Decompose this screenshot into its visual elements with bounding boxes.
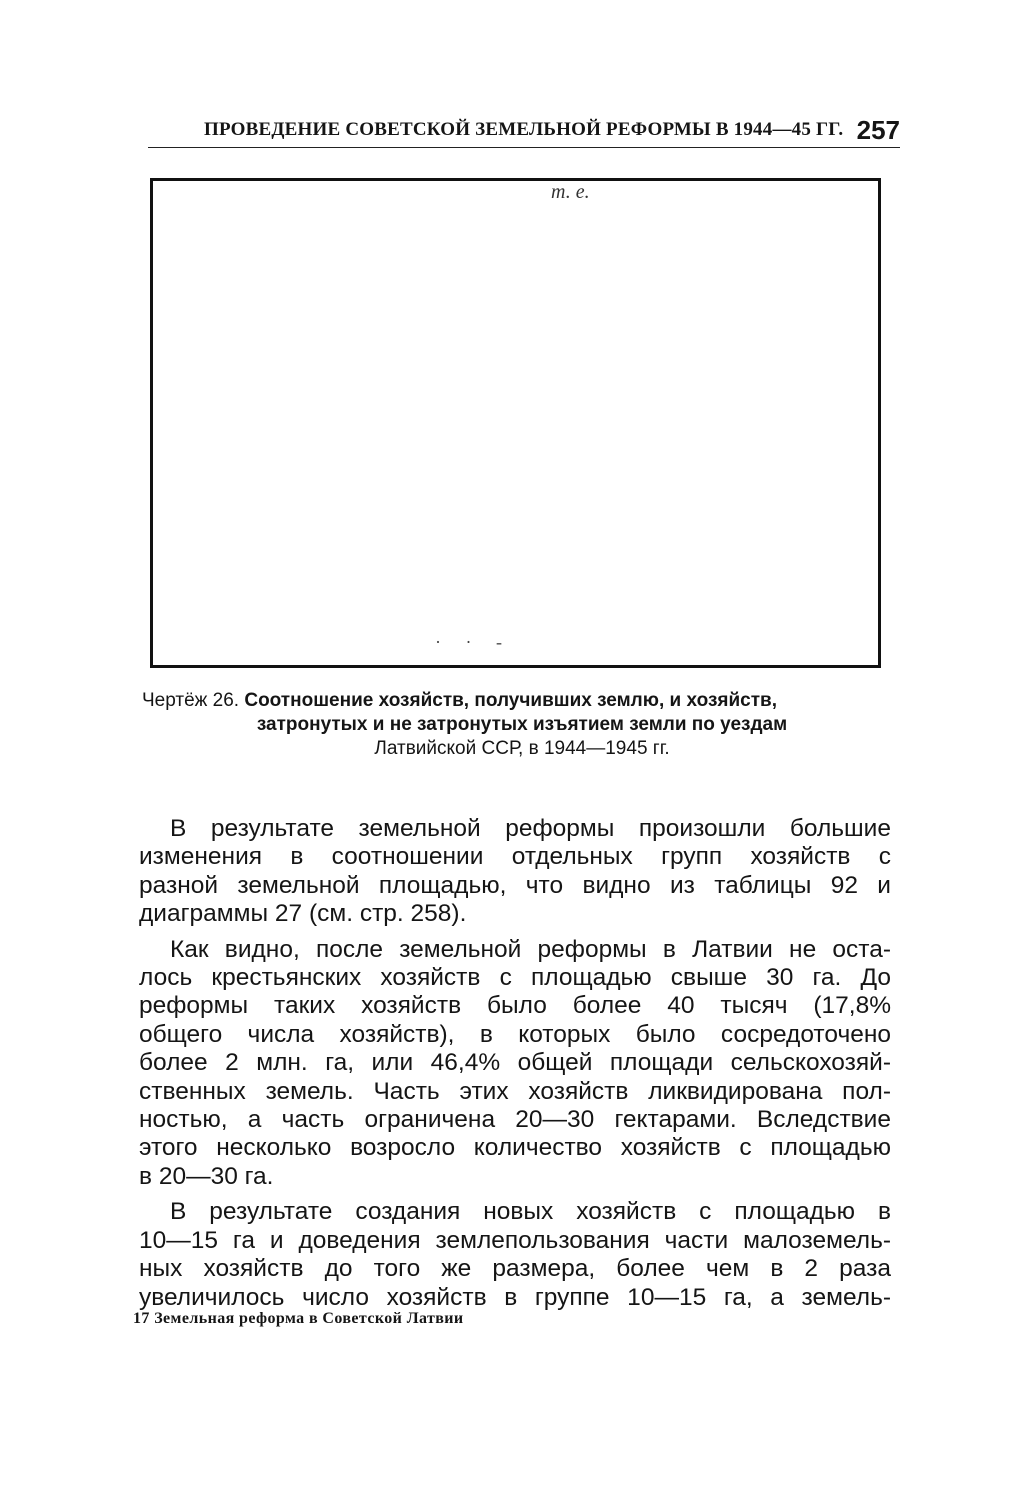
caption-label: Чертёж 26.	[142, 690, 240, 711]
paragraph-2	[139, 936, 891, 1192]
text-line: Как видно, после земельной реформы в Латвии не оста-	[170, 935, 891, 963]
paragraph-3	[139, 1198, 891, 1312]
body-text	[139, 815, 891, 1319]
text-line: В результате создания новых хозяйств с площадью в	[170, 1198, 891, 1226]
caption-line-2: затронутых и не затронутых изъятием земли по уездам	[256, 714, 788, 735]
text-line: 10—15 га и доведения землепользования части малоземель-	[139, 1226, 891, 1254]
text-line: лось крестьянских хозяйств с площадью свыше 30 га. До	[139, 964, 891, 992]
text-line: диаграммы 27 (см. стр. 258).	[139, 900, 467, 928]
caption-text-1: Соотношение хозяйств, получивших землю, и хозяйств,	[244, 690, 777, 711]
text-line: В результате земельной реформы произошли большие	[170, 815, 891, 842]
text-line: общего числа хозяйств), в которых было сосредоточено	[139, 1020, 891, 1048]
running-header	[148, 113, 900, 148]
text-line: ностью, а часть ограничена 20—30 гектарами. Вследствие	[139, 1106, 891, 1134]
scan-artifact-dots: · · -	[435, 632, 512, 652]
caption-line-1	[142, 689, 902, 713]
text-line: в 20—30 га.	[139, 1162, 274, 1190]
running-title: ПРОВЕДЕНИЕ СОВЕТСКОЙ ЗЕМЕЛЬНОЙ РЕФОРМЫ В 1944—45 ГГ.	[204, 119, 844, 140]
text-line: увеличилось число хозяйств в группе 10—15 га, а земель-	[139, 1283, 891, 1311]
text-line: изменения в соотношении отдельных групп хозяйств с	[139, 843, 891, 871]
figure-caption	[142, 689, 902, 761]
figure-handwritten-mark: т. е.	[551, 181, 590, 203]
figure-frame	[150, 178, 881, 668]
text-line: разной земельной площадью, что видно из таблицы 92 и	[139, 871, 891, 899]
paragraph-1	[139, 815, 891, 929]
text-line: реформы таких хозяйств было более 40 тысяч (17,8%	[139, 992, 891, 1020]
text-line: ственных земель. Часть этих хозяйств ликвидирована пол-	[139, 1077, 891, 1105]
page-number: 257	[856, 115, 900, 145]
caption-line-3: Латвийской ССР, в 1944—1945 гг.	[374, 738, 670, 759]
text-line: ных хозяйств до того же размера, более чем в 2 раза	[139, 1255, 891, 1283]
text-line: более 2 млн. га, или 46,4% общей площади сельскохозяй-	[139, 1049, 891, 1077]
footer-signature: 17 Земельная реформа в Советской Латвии	[133, 1310, 464, 1327]
text-line: этого несколько возросло количество хозяйств с площадью	[139, 1134, 891, 1162]
